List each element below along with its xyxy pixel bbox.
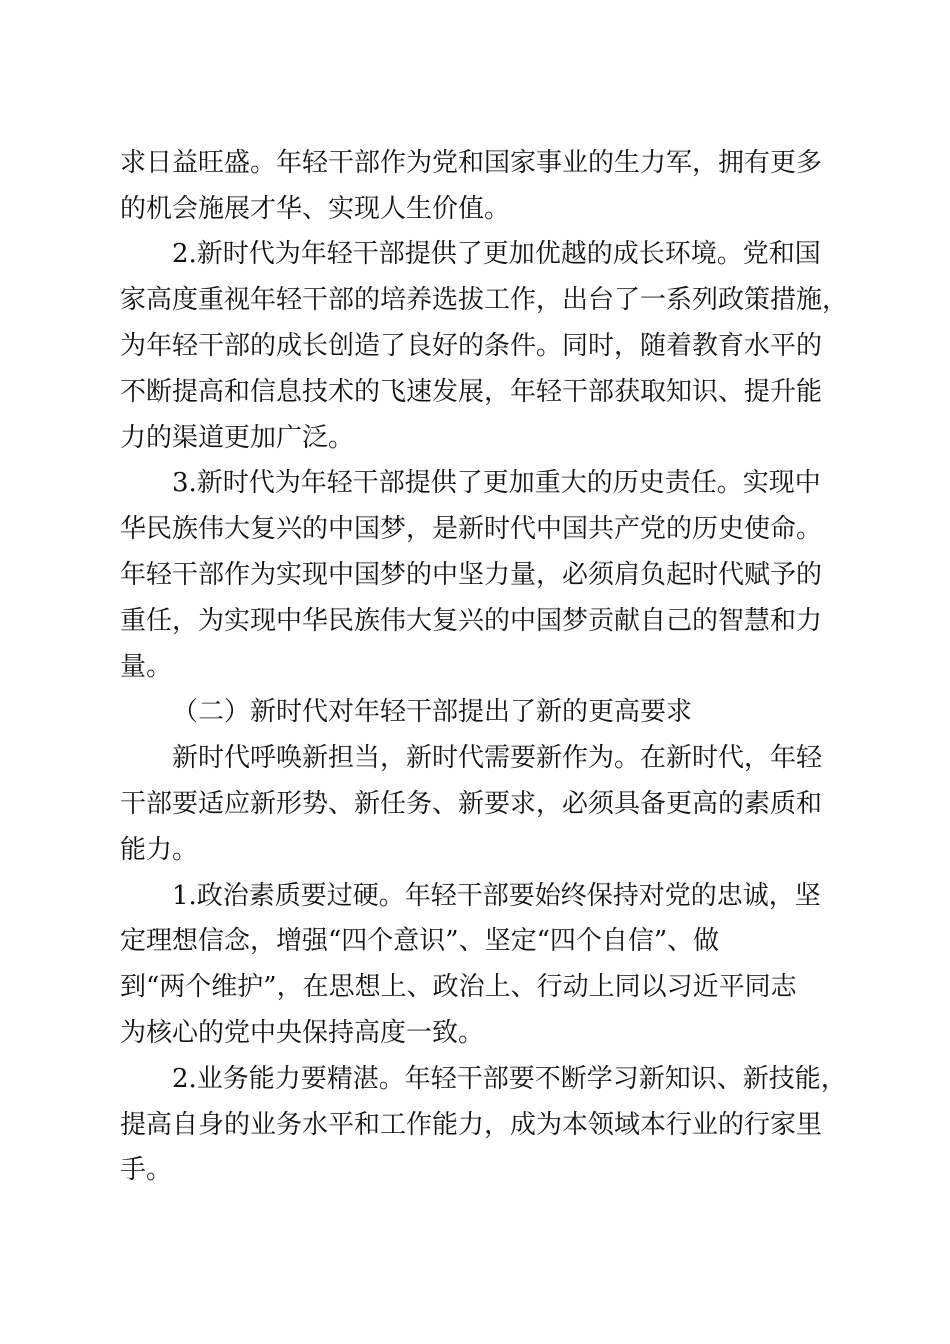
text-line: 的机会施展才华、实现人生价值。 <box>120 194 511 224</box>
text-line: 年轻干部作为实现中国梦的中坚力量，必须肩负起时代赋予的 <box>120 560 823 590</box>
text-line: 1.政治素质要过硬。年轻干部要始终保持对党的忠诚，坚 <box>172 881 821 911</box>
text-line: 重任，为实现中华民族伟大复兴的中国梦贡献自己的智慧和力 <box>120 606 823 636</box>
text-line: 干部要适应新形势、新任务、新要求，必须具备更高的素质和 <box>120 789 823 819</box>
text-line: 为年轻干部的成长创造了良好的条件。同时，随着教育水平的 <box>120 331 823 361</box>
text-line: 量。 <box>120 652 173 682</box>
text-line: 为核心的党中央保持高度一致。 <box>120 1018 485 1048</box>
text-line: 2.业务能力要精湛。年轻干部要不断学习新知识、新技能， <box>172 1064 847 1094</box>
text-line: 到“两个维护”，在思想上、政治上、行动上同以习近平同志 <box>120 972 797 1002</box>
text-line: 家高度重视年轻干部的培养选拔工作，出台了一系列政策措施， <box>120 285 849 315</box>
text-line: 2.新时代为年轻干部提供了更加优越的成长环境。党和国 <box>172 239 821 269</box>
section-heading: （二）新时代对年轻干部提出了新的更高要求 <box>172 697 693 727</box>
text-line: 定理想信念，增强“四个意识”、坚定“四个自信”、做 <box>120 926 720 956</box>
text-line: 3.新时代为年轻干部提供了更加重大的历史责任。实现中 <box>172 468 821 498</box>
text-line: 新时代呼唤新担当，新时代需要新作为。在新时代，年轻 <box>172 743 823 773</box>
text-line: 华民族伟大复兴的中国梦，是新时代中国共产党的历史使命。 <box>120 514 823 544</box>
text-line: 提高自身的业务水平和工作能力，成为本领域本行业的行家里 <box>120 1110 823 1140</box>
text-line: 能力。 <box>120 835 199 865</box>
text-line: 手。 <box>120 1155 173 1185</box>
text-line: 不断提高和信息技术的飞速发展，年轻干部获取知识、提升能 <box>120 377 823 407</box>
text-line: 力的渠道更加广泛。 <box>120 423 355 453</box>
text-line: 求日益旺盛。年轻干部作为党和国家事业的生力军，拥有更多 <box>120 148 823 178</box>
